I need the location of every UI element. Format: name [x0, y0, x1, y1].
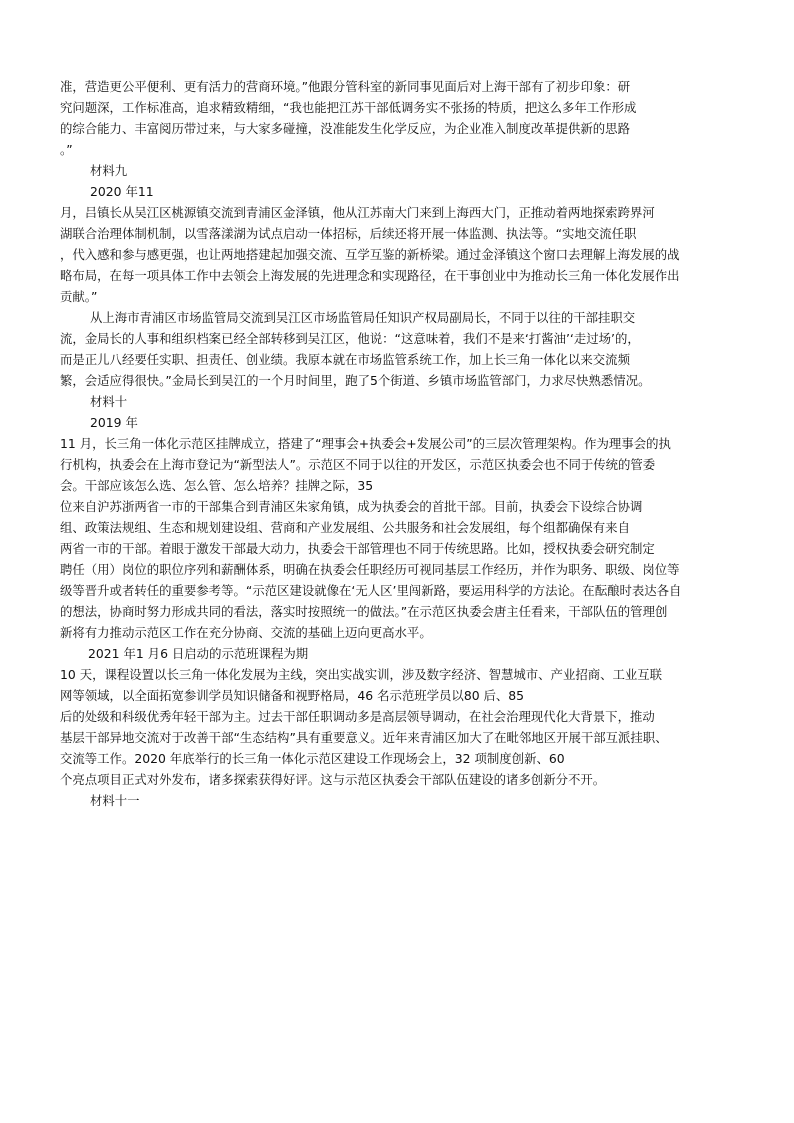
text-line: 2021 年1 月6 日启动的示范班课程为期 [88, 646, 309, 661]
text-line: 聘任（用）岗位的职位序列和薪酬体系，明确在执委会任职经历可视同基层工作经历，并作为职务、职级、岗位等 [60, 562, 680, 577]
text-line: 11 月，长三角一体化示范区挂牌成立，搭建了“理事会+执委会+发展公司”的三层次管理架构。作为理事会的执 [60, 436, 671, 451]
text-line: 个亮点项目正式对外发布，诸多探索获得好评。这与示范区执委会干部队伍建设的诸多创新分不开。 [60, 772, 606, 787]
text-line: 后的处级和科级优秀年轻干部为主。过去干部任职调动多是高层领导调动，在社会治理现代化大背景下，推动 [60, 709, 655, 724]
text-line: 10 天，课程设置以长三角一体化发展为主线，突出实战实训，涉及数字经济、智慧城市、产业招商、工业互联 [60, 667, 663, 682]
text-line: 究问题深，工作标准高，追求精致精细，“我也能把江苏干部低调务实不张扬的特质，把这么多年工作形成 [60, 100, 637, 115]
text-line: 湖联合治理体制机制，以雪落漾湖为试点启动一体招标，后续还将开展一体监测、执法等。“实地交流任职 [60, 226, 637, 241]
text-line: 从上海市青浦区市场监管局交流到吴江区市场监管局任知识产权局副局长，不同于以往的干部挂职交 [90, 310, 636, 325]
text-line: 位来自沪苏浙两省一市的干部集合到青浦区朱家角镇，成为执委会的首批干部。目前，执委会下设综合协调 [60, 499, 643, 514]
text-line: 。” [60, 142, 73, 157]
text-line: 行机构，执委会在上海市登记为“新型法人”。示范区不同于以往的开发区，示范区执委会也不同于传统的管委 [60, 457, 656, 472]
text-line: 网等领域，以全面拓宽参训学员知识储备和视野格局，46 名示范班学员以80 后、85 [60, 688, 525, 703]
text-line: 交流等工作。2020 年底举行的长三角一体化示范区建设工作现场会上，32 项制度创新、60 [60, 751, 565, 766]
text-line: 流，金局长的人事和组织档案已经全部转移到吴江区，他说：“这意味着，我们不是来‘打酱油’‘走过场’的， [60, 331, 640, 346]
text-line: 繁，会适应得很快。”金局长到吴江的一个月时间里，跑了5个街道、乡镇市场监管部门，力求尽快熟悉情况。 [60, 373, 651, 388]
text-line: 级等晋升或者转任的重要参考等。“示范区建设就像在‘无人区’里闯新路，要运用科学的方法论。在酝酿时表达各自 [60, 583, 682, 598]
paragraph-material-eight-end [60, 76, 740, 811]
text-line: 贡献。” [60, 289, 98, 304]
text-line: 月，吕镇长从吴江区桃源镇交流到青浦区金泽镇，他从江苏南大门来到上海西大门，正推动着两地探索跨界河 [60, 205, 655, 220]
text-line: 的想法，协商时努力形成共同的看法，落实时按照统一的做法。”在示范区执委会唐主任看来，干部队伍的管理创 [60, 604, 668, 619]
text-line: 两省一市的干部。着眼于激发干部最大动力，执委会干部管理也不同于传统思路。比如，授权执委会研究制定 [60, 541, 655, 556]
date-label: 2019 年 [90, 415, 138, 430]
text-line: 会。干部应该怎么选、怎么管、怎么培养？挂牌之际，35 [60, 478, 374, 493]
section-heading-material-eleven: 材料十一 [90, 793, 140, 808]
section-heading-material-nine: 材料九 [90, 163, 128, 178]
text-line: 基层干部异地交流对于改善干部“生态结构”具有重要意义。近年来青浦区加大了在毗邻地区开展干部互派挂职、 [60, 730, 668, 745]
text-line: 的综合能力、丰富阅历带过来，与大家多碰撞，没准能发生化学反应，为企业准入制度改革提供新的思路 [60, 121, 630, 136]
text-line: 准，营造更公平便利、更有活力的营商环境。”他跟分管科室的新同事见面后对上海干部有了初步印象：研 [60, 79, 631, 94]
text-line: 而是正儿八经要任实职、担责任、创业绩。我原本就在市场监管系统工作，加上长三角一体化以来交流频 [60, 352, 630, 367]
text-line: 新将有力推动示范区工作在充分协商、交流的基础上迈向更高水平。 [60, 625, 432, 640]
section-heading-material-ten: 材料十 [90, 394, 128, 409]
text-line: 组、政策法规组、生态和规划建设组、营商和产业发展组、公共服务和社会发展组，每个组都确保有来自 [60, 520, 630, 535]
text-line: 略布局，在每一项具体工作中去领会上海发展的先进理念和实现路径，在干事创业中为推动长三角一体化发展作出 [60, 268, 680, 283]
date-label: 2020 年11 [90, 184, 154, 199]
text-line: ，代入感和参与感更强，也让两地搭建起加强交流、互学互鉴的新桥梁。通过金泽镇这个窗口去理解上海发展的战 [60, 247, 680, 262]
